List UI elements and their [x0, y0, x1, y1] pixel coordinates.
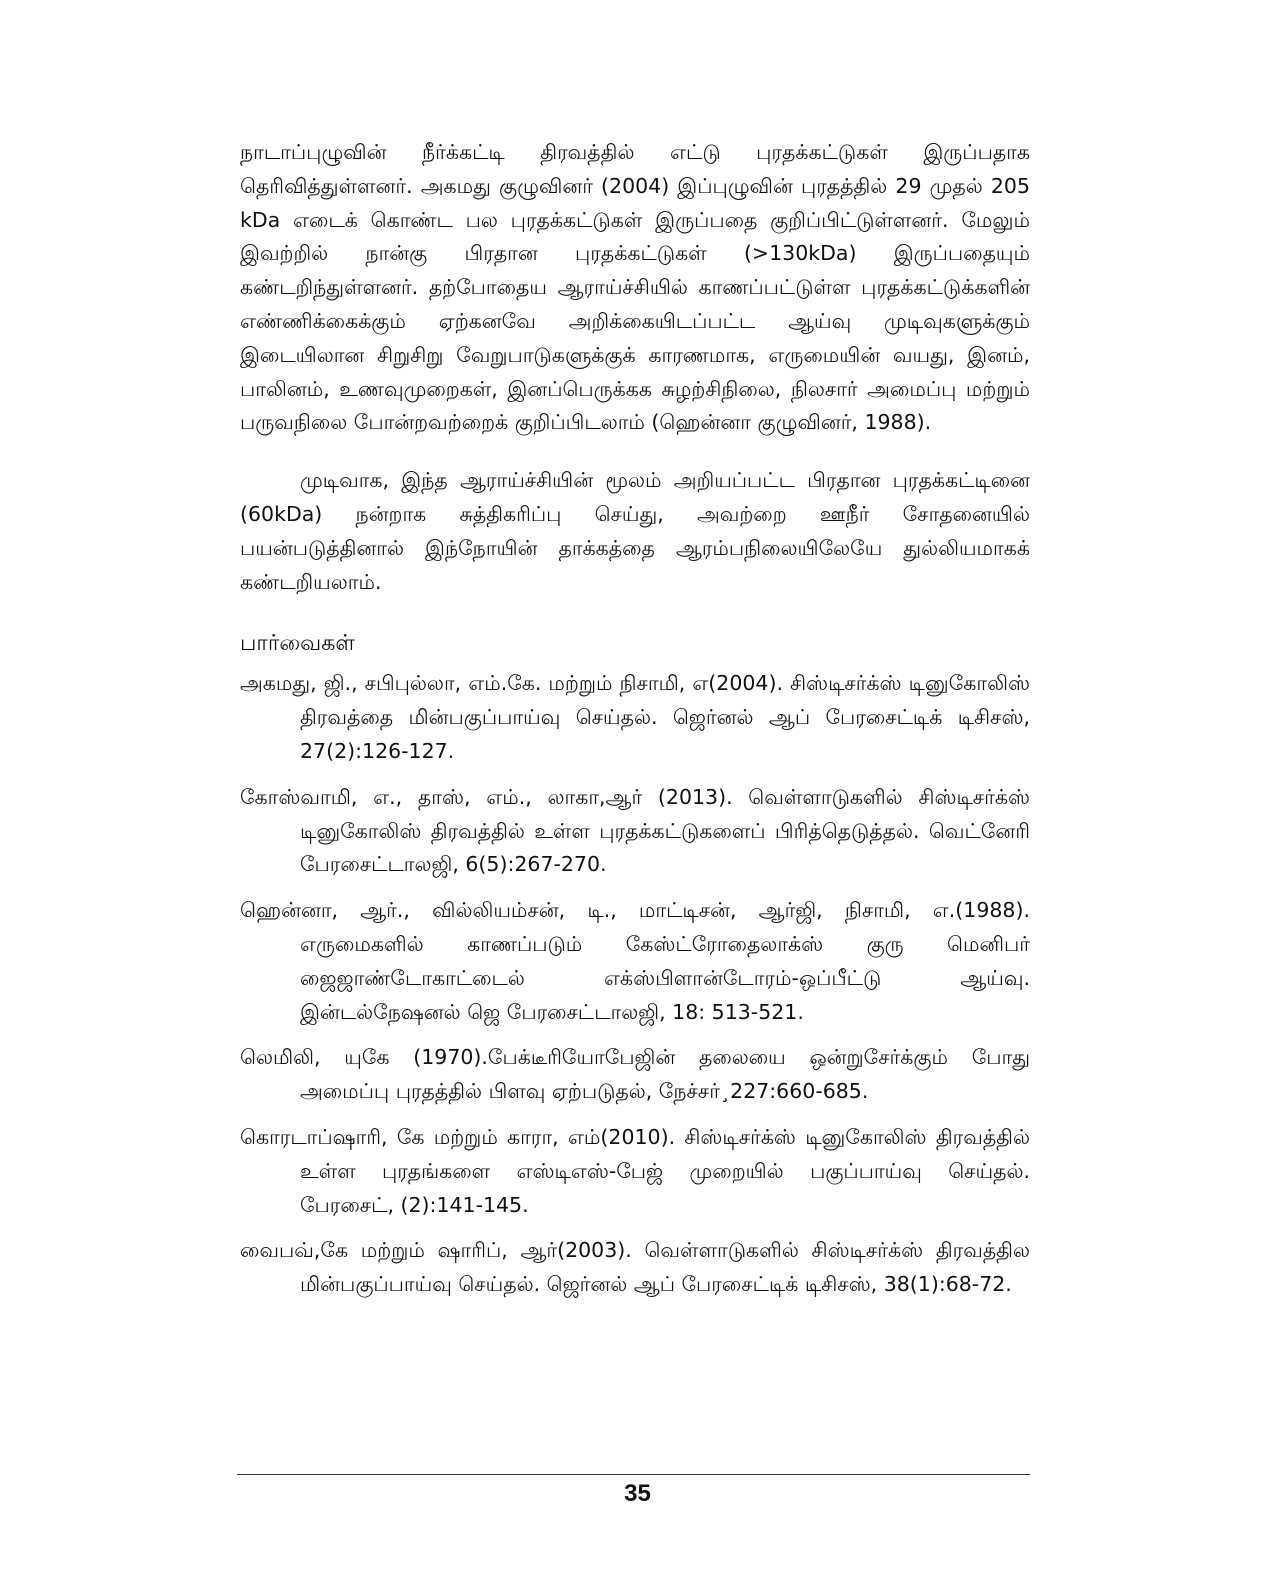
page-number: 35 — [624, 1480, 651, 1507]
body-paragraph-2: முடிவாக, இந்த ஆராய்ச்சியின் மூலம் அறியப்பட்ட பிரதான புரதக்கட்டினை (60kDa) நன்றாக சுத்திகரிப்பு செய்து, அவற்றை ஊநீர் சோதனையில் பயன்படுத்தினால் இந்நோயின் தாக்கத்தை ஆரம்பநிலையிலேயே துல்லியமாகக் கண்டறியலாம். — [240, 468, 1030, 594]
reference-item: அகமது, ஜி., சபிபுல்லா, எம்.கே. மற்றும் நிசாமி, எ(2004). சிஸ்டிசர்க்ஸ் டினுகோலிஸ் திரவத்தை மின்பகுப்பாய்வு செய்தல். ஜெர்னல் ஆப் பேரசைட்டிக் டிசிசஸ், 27(2):126-127. — [240, 671, 1030, 763]
footer-divider — [237, 1474, 1030, 1475]
reference-item: லெமிலி, யுகே (1970).பேக்டீரியோபேஜின் தலையை ஒன்றுசேர்க்கும் போது அமைப்பு புரதத்தில் பிளவு ஏற்படுதல், நேச்சர்¸227:660-685. — [240, 1045, 1030, 1104]
reference-item: கோஸ்வாமி, எ., தாஸ், எம்., லாகா,ஆர் (2013). வெள்ளாடுகளில் சிஸ்டிசர்க்ஸ் டினுகோலிஸ் திரவத்தில் உள்ள புரதக்கட்டுகளைப் பிரித்தெடுத்தல். வெட்னேரி பேரசைட்டாலஜி, 6(5):267-270. — [240, 784, 1030, 877]
reference-item: கொரடாப்ஷாரி, கே மற்றும் காரா, எம்(2010). சிஸ்டிசர்க்ஸ் டினுகோலிஸ் திரவத்தில் உள்ள புரதங்களை எஸ்டிஎஸ்-பேஜ் முறையில் பகுப்பாய்வு செய்தல். பேரசைட், (2):141-145. — [240, 1124, 1030, 1217]
body-paragraph-1: நாடாப்புழுவின் நீர்க்கட்டி திரவத்தில் எட்டு புரதக்கட்டுகள் இருப்பதாக தெரிவித்துள்ளனர். அகமது குழுவினர் (2004) இப்புழுவின் புரதத்தில் 29 முதல் 205 kDa எடைக் கொண்ட பல புரதக்கட்டுகள் இருப்பதை குறிப்பிட்டுள்ளனர். மேலும் இவற்றில் நான்கு பிரதான புரதக்கட்டுகள் (>130kDa) இருப்பதையும் கண்டறிந்துள்ளனர். தற்போதைய ஆராய்ச்சியில் காணப்பட்டுள்ள புரதக்கட்டுக்களின் எண்ணிக்கைக்கும் ஏற்கனவே அறிக்கையிடப்பட்ட ஆய்வு முடிவுகளுக்கும் இடையிலான சிறுசிறு வேறுபாடுகளுக்குக் காரணமாக, எருமையின் வயது, இனம், பாலினம், உணவுமுறைகள், இனப்பெருக்கக சுழற்சிநிலை, நிலசார் அமைப்பு மற்றும் பருவநிலை போன்றவற்றைக் குறிப்பிடலாம் (ஹென்னா குழுவினர், 1988). — [240, 140, 1030, 435]
reference-item: வைபவ்,கே மற்றும் ஷாரிப், ஆர்(2003). வெள்ளாடுகளில் சிஸ்டிசர்க்ஸ் திரவத்தில மின்பகுப்பாய்வு செய்தல். ஜெர்னல் ஆப் பேரசைட்டிக் டிசிசஸ், 38(1):68-72. — [240, 1238, 1030, 1297]
references-list — [240, 667, 1030, 1302]
references-heading: பார்வைகள் — [240, 631, 356, 657]
page-content — [240, 136, 1030, 1314]
reference-item: ஹென்னா, ஆர்., வில்லியம்சன், டி., மாட்டிசன், ஆர்ஜி, நிசாமி, எ.(1988). எருமைகளில் காணப்படும் கேஸ்ட்ரோதைலாக்ஸ் குரு மெனிபர் ஜைஜாண்டோகாட்டைல் எக்ஸ்பிளான்டோரம்-ஒப்பீட்டு ஆய்வு. இன்டல்நேஷனல் ஜெ பேரசைட்டாலஜி, 18: 513-521. — [240, 898, 1030, 1024]
